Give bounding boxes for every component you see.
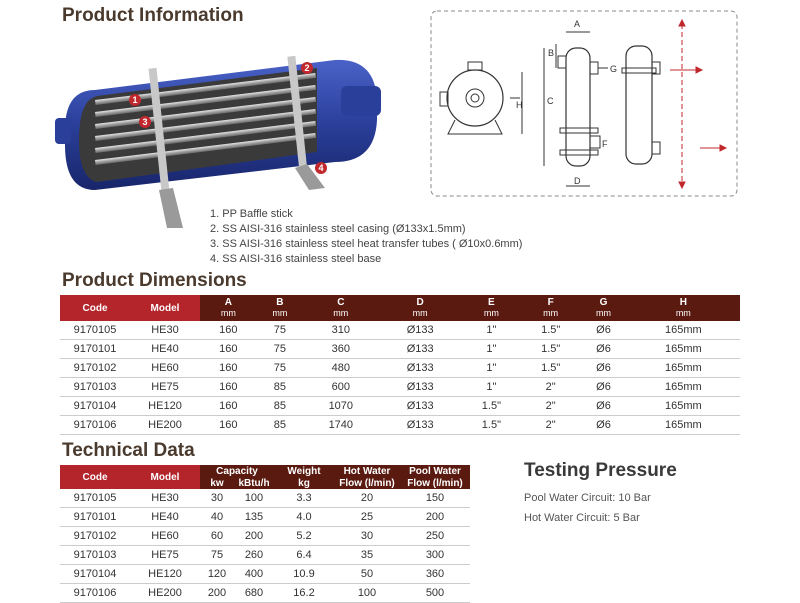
table-row: 9170106 HE200 200 680 16.2 100 500 — [60, 584, 470, 603]
col-g: G mm — [580, 295, 626, 321]
label-f: F — [602, 139, 608, 149]
col-hot-unit: Flow (l/min) — [334, 477, 400, 489]
table-row: 9170104 HE120 160 85 1070 Ø133 1.5" 2" Ø6 165mm — [60, 397, 740, 416]
col-model: Model — [130, 465, 200, 489]
technical-data-title: Technical Data — [62, 440, 195, 461]
col-capacity: Capacity — [200, 465, 274, 477]
dimensions-body — [60, 321, 740, 435]
col-pool-unit: Flow (l/min) — [400, 477, 470, 489]
label-a: A — [574, 19, 581, 29]
col-a: A mm — [200, 295, 257, 321]
table-row: 9170103 HE75 160 85 600 Ø133 1" 2" Ø6 165mm — [60, 378, 740, 397]
table-row: 9170101 HE40 160 75 360 Ø133 1" 1.5" Ø6 165mm — [60, 340, 740, 359]
product-dimensions-title: Product Dimensions — [62, 270, 247, 291]
label-d: D — [574, 176, 581, 186]
col-hot-water: Hot Water — [334, 465, 400, 477]
svg-text:4: 4 — [318, 163, 324, 173]
technical-table — [60, 465, 470, 603]
col-code: Code — [60, 295, 130, 321]
col-d: D mm — [379, 295, 462, 321]
table-row: 9170101 HE40 40 135 4.0 25 200 — [60, 508, 470, 527]
outlet-nozzle — [341, 86, 381, 116]
table-row: 9170106 HE200 160 85 1740 Ø133 1.5" 2" Ø6 165mm — [60, 416, 740, 435]
end-view — [440, 62, 503, 134]
product-info-title: Product Information — [62, 5, 244, 26]
pool-water-pressure: Pool Water Circuit: 10 Bar — [524, 492, 651, 504]
base-foot-left — [159, 188, 183, 228]
col-weight: Weight — [274, 465, 334, 477]
technical-body — [60, 489, 470, 603]
col-c: C mm — [303, 295, 379, 321]
col-b: B mm — [257, 295, 303, 321]
col-f: F mm — [521, 295, 580, 321]
label-h: H — [516, 100, 523, 110]
table-row: 9170102 HE60 160 75 480 Ø133 1" 1.5" Ø6 165mm — [60, 359, 740, 378]
col-h: H mm — [627, 295, 740, 321]
side-view — [558, 48, 600, 166]
callout-1 — [129, 94, 141, 106]
side-view-secondary — [622, 46, 660, 164]
parts-list-item: 2. SS AISI-316 stainless steel casing (Ø133x1.5mm) — [210, 223, 466, 235]
col-pool-water: Pool Water — [400, 465, 470, 477]
testing-pressure-title: Testing Pressure — [524, 460, 677, 481]
table-row: 9170103 HE75 75 260 6.4 35 300 — [60, 546, 470, 565]
label-b: B — [548, 48, 555, 58]
col-code: Code — [60, 465, 130, 489]
parts-list-item: 3. SS AISI-316 stainless steel heat transfer tubes ( Ø10x0.6mm) — [210, 238, 523, 250]
col-e: E mm — [462, 295, 521, 321]
parts-list — [210, 207, 522, 267]
label-g: G — [610, 64, 618, 74]
table-row: 9170105 HE30 30 100 3.3 20 150 — [60, 489, 470, 508]
parts-list-item: 1. PP Baffle stick — [210, 208, 293, 220]
table-row: 9170104 HE120 120 400 10.9 50 360 — [60, 565, 470, 584]
label-c: C — [547, 96, 554, 106]
technical-drawing — [430, 10, 740, 198]
dimensions-table — [60, 295, 740, 435]
callout-2 — [301, 62, 313, 74]
hot-water-pressure: Hot Water Circuit: 5 Bar — [524, 512, 640, 524]
flow-arrows — [670, 20, 726, 188]
table-row: 9170105 HE30 160 75 310 Ø133 1" 1.5" Ø6 165mm — [60, 321, 740, 340]
callout-3 — [139, 116, 151, 128]
col-kw: kw — [200, 477, 234, 489]
drawing-frame — [431, 11, 737, 196]
table-row: 9170102 HE60 60 200 5.2 30 250 — [60, 527, 470, 546]
col-kbtu: kBtu/h — [234, 477, 274, 489]
col-model: Model — [130, 295, 200, 321]
callout-4 — [315, 162, 327, 174]
parts-list-item: 4. SS AISI-316 stainless steel base — [210, 253, 382, 265]
svg-text:2: 2 — [304, 63, 310, 73]
col-kg: kg — [274, 477, 334, 489]
svg-text:3: 3 — [142, 117, 148, 127]
svg-text:1: 1 — [132, 95, 138, 105]
inlet-nozzle — [55, 118, 71, 144]
